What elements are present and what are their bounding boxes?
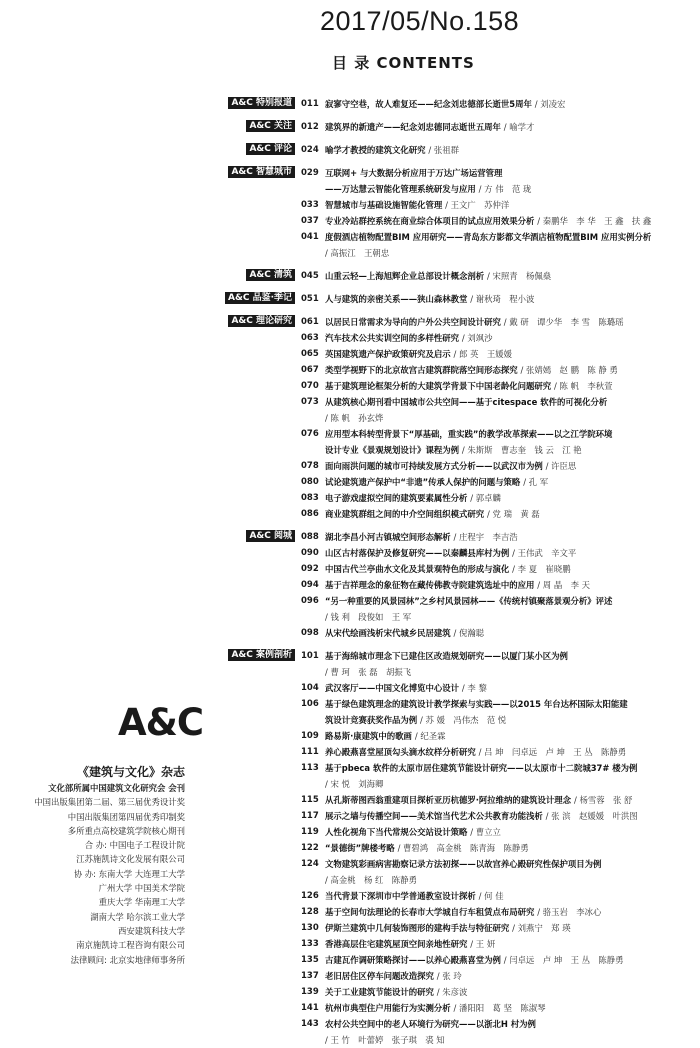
page-number: 137	[301, 971, 319, 981]
entry-authors: / 曹碧鸿 高金桃 陈青海 陈静勇	[397, 843, 529, 853]
entry-authors: / 闫卓远 卢 坤 王 丛 陈静勇	[503, 955, 624, 965]
entry-authors: / 张 玲	[436, 971, 462, 981]
entry-title	[325, 506, 683, 522]
entry-line: 应用型本科转型背景下“厚基础，重实践”的教学改革探索——以之江学院环境	[325, 429, 613, 439]
entry-line: 中国古代兰亭曲水文化及其景观特色的形成与演化 / 李 夏 崔晓鹏	[325, 564, 571, 574]
ac-logo: A&C	[118, 701, 204, 744]
toc-entry[interactable]	[0, 545, 700, 561]
toc-entry[interactable]	[0, 346, 700, 362]
entry-line	[325, 410, 683, 426]
page-number: 011	[301, 99, 319, 109]
toc-entry[interactable]	[0, 119, 700, 135]
entry-line	[325, 664, 683, 680]
page-number: 128	[301, 907, 319, 917]
entry-line: 商业建筑群组之间的中介空间组织模式研究 / 党 瑞 黄 磊	[325, 509, 540, 519]
entry-line: 基于空间句法理论的长春市大学城自行车租赁点布局研究 / 骆玉岩 李冰心	[325, 907, 602, 917]
toc-entry[interactable]	[0, 625, 700, 641]
entry-line: 面向雨洪问题的城市可持续发展方式分析——以武汉市为例 / 许臣思	[325, 461, 577, 471]
entry-authors: / 陈 帆 李秋萱	[554, 381, 613, 391]
section-gap	[0, 307, 700, 314]
toc-entry[interactable]	[0, 1000, 700, 1016]
entry-title	[325, 1016, 683, 1048]
toc-title: 目 录 CONTENTS	[332, 54, 475, 72]
entry-title	[325, 330, 683, 346]
entry-line: 香港高层住宅建筑屋顶空间亲地性研究 / 王 妍	[325, 939, 496, 949]
entry-title	[325, 346, 683, 362]
entry-line: 建筑界的新遗产——纪念刘忠德同志逝世五周年 / 喻学才	[325, 122, 535, 132]
entry-title	[325, 490, 683, 506]
section-tag: A&C 品鉴·季记	[225, 292, 295, 304]
entry-line: 人性化视角下当代常规公交站设计策略 / 曹立立	[325, 827, 501, 837]
section-gap	[0, 641, 700, 648]
toc-entry[interactable]	[0, 362, 700, 378]
toc-entry[interactable]	[0, 165, 700, 197]
toc-entry[interactable]	[0, 229, 700, 261]
page-number: 130	[301, 923, 319, 933]
entry-title	[325, 314, 683, 330]
page-number: 115	[301, 795, 319, 805]
entry-title	[325, 394, 683, 426]
entry-authors: / 倪瀚聪	[453, 628, 485, 638]
entry-authors: / 杨雪蓉 张 舒	[573, 795, 633, 805]
entry-title	[325, 760, 683, 792]
toc-entry[interactable]	[0, 426, 700, 458]
entry-title	[325, 197, 683, 213]
entry-authors: / 纪圣霖	[414, 731, 446, 741]
entry-line: 农村公共空间中的老人环境行为研究——以浙北H 村为例	[325, 1019, 536, 1029]
page-number: 033	[301, 200, 319, 210]
entry-authors: / 郭卓麟	[470, 493, 501, 503]
entry-authors: / 张祖群	[428, 145, 460, 155]
toc-entry[interactable]	[0, 648, 700, 680]
entry-line: 基于绿色建筑理念的建筑设计教学探索与实践——以2015 年台达杯国际太阳能建	[325, 699, 628, 709]
entry-authors: / 朱斯斯 曹志奎 钱 云 江 艳	[461, 445, 582, 455]
entry-title	[325, 268, 683, 284]
entry-line: 文物建筑彩画病害勘察记录方法初探——以故宫养心殿研究性保护项目为例	[325, 859, 602, 869]
entry-title	[325, 96, 683, 112]
entry-line: 喻学才教授的建筑文化研究 / 张祖群	[325, 145, 460, 155]
entry-line: 古建瓦作调研策略探讨——以养心殿燕喜堂为例 / 闫卓远 卢 坤 王 丛 陈静勇	[325, 955, 624, 965]
entry-line: 当代背景下深圳市中学普通教室设计探析 / 何 佳	[325, 891, 504, 901]
page-number: 073	[301, 397, 319, 407]
entry-title	[325, 936, 683, 952]
section-tag: A&C 关注	[246, 120, 295, 132]
section-tag: A&C 阅城	[246, 530, 295, 542]
entry-title	[325, 808, 683, 824]
toc-section	[0, 314, 700, 522]
entry-authors: / 高振江 王朝忠	[325, 248, 390, 258]
entry-authors: / 王伟武 辛文平	[512, 548, 577, 558]
entry-title	[325, 840, 683, 856]
entry-authors: / 宋照青 杨佩燊	[487, 271, 552, 281]
entry-title	[325, 378, 683, 394]
toc-section	[0, 165, 700, 261]
entry-title	[325, 744, 683, 760]
entry-title	[325, 824, 683, 840]
magazine-info-line: 协 办: 东南大学 大连理工大学	[73, 868, 185, 879]
page-number: 037	[301, 216, 319, 226]
entry-line: 山重云轻—上海旭辉企业总部设计概念剖析 / 宋照青 杨佩燊	[325, 271, 552, 281]
toc-section	[0, 268, 700, 284]
entry-authors: / 秦鹏华 李 华 王 鑫 扶 鑫	[537, 216, 652, 226]
entry-authors: / 刘飒沙	[461, 333, 493, 343]
entry-authors: / 刘凌宏	[534, 99, 566, 109]
page-number: 119	[301, 827, 319, 837]
entry-authors: / 王 妍	[470, 939, 496, 949]
entry-line	[325, 776, 683, 792]
magazine-info-line: 中国出版集团第四届优秀印制奖	[67, 811, 185, 822]
toc-entry[interactable]	[0, 291, 700, 307]
entry-line: 从孔斯蒂图西翁重建项目探析亚历杭德罗·阿拉维纳的建筑设计理念 / 杨雪蓉 张 舒	[325, 795, 633, 805]
entry-title	[325, 142, 683, 158]
entry-title	[325, 458, 683, 474]
magazine-info-line: 江苏施凯诗文化发展有限公司	[76, 854, 185, 865]
entry-authors: / 孔 军	[523, 477, 549, 487]
entry-title	[325, 648, 683, 680]
entry-line: 度假酒店植物配置BIM 应用研究——青岛东方影都文华酒店植物配置BIM 应用实例分析	[325, 232, 652, 242]
page-number: 139	[301, 987, 319, 997]
entry-title	[325, 680, 683, 696]
entry-line: 基于pbeca 软件的太原市居住建筑节能设计研究——以太原市十二院城37# 楼为例	[325, 763, 638, 773]
page-number: 088	[301, 532, 319, 542]
toc-entry[interactable]	[0, 984, 700, 1000]
entry-title	[325, 696, 683, 728]
entry-title	[325, 545, 683, 561]
entry-authors: / 潘阳阳 葛 坚 陈淑琴	[453, 1003, 546, 1013]
magazine-info-line: 中国出版集团第二届、第三届优秀设计奖	[34, 797, 185, 808]
toc-entry[interactable]	[0, 378, 700, 394]
entry-authors: / 宋 悦 刘海卿	[325, 779, 384, 789]
toc-entry[interactable]	[0, 1016, 700, 1048]
section-tag: A&C 智慧城市	[228, 166, 295, 178]
entry-title	[325, 968, 683, 984]
entry-title	[325, 792, 683, 808]
page-number: 051	[301, 294, 319, 304]
magazine-info-line: 法律顾问: 北京实地律师事务所	[70, 954, 185, 965]
entry-line: 寂寥守空巷，故人难复还——纪念刘忠德部长逝世5周年 / 刘凌宏	[325, 99, 566, 109]
entry-title	[325, 625, 683, 641]
entry-authors: / 郎 英 王媛媛	[453, 349, 512, 359]
magazine-info	[0, 763, 185, 967]
page-number: 111	[301, 747, 319, 757]
page-number: 086	[301, 509, 319, 519]
page-number: 083	[301, 493, 319, 503]
page-number: 124	[301, 859, 319, 869]
entry-line: 设计专业《景观规划设计》课程为例 / 朱斯斯 曹志奎 钱 云 江 艳	[325, 445, 582, 455]
entry-authors: / 周 晶 李 天	[537, 580, 590, 590]
entry-title	[325, 593, 683, 625]
entry-authors: / 何 佳	[478, 891, 504, 901]
section-gap	[0, 284, 700, 291]
page-number: 067	[301, 365, 319, 375]
section-tag: A&C 清筑	[246, 269, 295, 281]
entry-title	[325, 529, 683, 545]
entry-title	[325, 1000, 683, 1016]
entry-line: 路易斯·康建筑中的歌画 / 纪圣霖	[325, 731, 446, 741]
toc-entry[interactable]	[0, 529, 700, 545]
section-gap	[0, 158, 700, 165]
toc-entry[interactable]	[0, 330, 700, 346]
entry-line	[325, 245, 683, 261]
toc-section	[0, 119, 700, 135]
entry-title	[325, 474, 683, 490]
toc-entry[interactable]	[0, 490, 700, 506]
toc-entry[interactable]	[0, 506, 700, 522]
entry-authors: / 张 滨 赵媛媛 叶洪图	[545, 811, 638, 821]
entry-authors: / 骆玉岩 李冰心	[537, 907, 602, 917]
page-number: 109	[301, 731, 319, 741]
section-gap	[0, 261, 700, 268]
page-number: 061	[301, 317, 319, 327]
entry-line: 武汉客厅——中国文化博览中心设计 / 李 黎	[325, 683, 487, 693]
entry-line: 以居民日常需求为导向的户外公共空间设计研究 / 戴 研 谭少华 李 雪 陈璐瑶	[325, 317, 624, 327]
entry-title	[325, 362, 683, 378]
entry-title	[325, 984, 683, 1000]
entry-line	[325, 1032, 683, 1048]
entry-line: “另一种重要的风景园林”之乡村风景园林——《传统村镇聚落景观分析》评述	[325, 596, 613, 606]
entry-authors: / 李 黎	[461, 683, 487, 693]
magazine-info-line: 西安建筑科技大学	[118, 925, 185, 936]
page-number: 126	[301, 891, 319, 901]
entry-title	[325, 728, 683, 744]
entry-line: 湖北李昌小河古镇城空间形态解析 / 庄程宇 李吉浩	[325, 532, 518, 542]
entry-title	[325, 888, 683, 904]
entry-line: 山区古村落保护及修复研究——以秦麟县库村为例 / 王伟武 辛文平	[325, 548, 577, 558]
entry-authors: / 钱 利 段俊如 王 军	[325, 612, 412, 622]
entry-authors: / 高金桃 杨 红 陈静勇	[325, 875, 417, 885]
entry-title	[325, 119, 683, 135]
issue-number: 2017/05/No.158	[320, 6, 520, 36]
page-number: 098	[301, 628, 319, 638]
entry-authors: / 王 竹 叶蕾婷 张子琪 裘 知	[325, 1035, 445, 1045]
toc-section	[0, 142, 700, 158]
toc-entry[interactable]	[0, 561, 700, 577]
toc-entry[interactable]	[0, 96, 700, 112]
entry-title	[325, 229, 683, 261]
entry-line: 英国建筑遗产保护政策研究及启示 / 郎 英 王媛媛	[325, 349, 512, 359]
entry-line: 互联网+ 与大数据分析应用于万达广场运营管理	[325, 168, 503, 178]
toc-entry[interactable]	[0, 213, 700, 229]
entry-authors: / 曹 珂 张 磊 胡振飞	[325, 667, 412, 677]
toc-entry[interactable]	[0, 197, 700, 213]
page-number: 117	[301, 811, 319, 821]
toc-entry[interactable]	[0, 474, 700, 490]
section-gap	[0, 522, 700, 529]
entry-line: 人与建筑的亲密关系——狭山森林教堂 / 谢秋琦 程小波	[325, 294, 535, 304]
page-number: 076	[301, 429, 319, 439]
toc-entry[interactable]	[0, 268, 700, 284]
entry-authors: / 张婧嫣 赵 鹏 陈 静 勇	[520, 365, 618, 375]
toc-entry[interactable]	[0, 968, 700, 984]
toc-entry[interactable]	[0, 696, 700, 728]
page-number: 096	[301, 596, 319, 606]
entry-authors: / 党 瑞 黄 磊	[487, 509, 540, 519]
entry-line: 从宋代绘画浅析宋代城乡民居建筑 / 倪瀚聪	[325, 628, 485, 638]
page-number: 012	[301, 122, 319, 132]
toc-entry[interactable]	[0, 744, 700, 760]
entry-authors: / 戴 研 谭少华 李 雪 陈璐瑶	[503, 317, 624, 327]
entry-title	[325, 165, 683, 197]
page-number: 080	[301, 477, 319, 487]
entry-line: 类型学视野下的北京故宫古建筑群院落空间形态探究 / 张婧嫣 赵 鹏 陈 静 勇	[325, 365, 618, 375]
entry-line: 专业冷站群控系统在商业综合体项目的试点应用效果分析 / 秦鹏华 李 华 王 鑫 扶 鑫	[325, 216, 652, 226]
entry-authors: / 谢秋琦 程小波	[470, 294, 535, 304]
page-number: 101	[301, 651, 319, 661]
toc-entry[interactable]	[0, 142, 700, 158]
page-number: 094	[301, 580, 319, 590]
section-tag: A&C 理论研究	[228, 315, 295, 327]
page-number: 106	[301, 699, 319, 709]
entry-authors: / 吕 坤 闫卓远 卢 坤 王 丛 陈静勇	[478, 747, 627, 757]
page-number: 113	[301, 763, 319, 773]
magazine-info-line: 南京施凯诗工程咨询有限公司	[76, 940, 185, 951]
toc-entry[interactable]	[0, 593, 700, 625]
section-tag: A&C 特别报道	[228, 97, 295, 109]
page-number: 078	[301, 461, 319, 471]
page-number: 041	[301, 232, 319, 242]
entry-line: 从建筑核心期刊看中国城市公共空间——基于citespace 软件的可视化分析	[325, 397, 608, 407]
magazine-info-line: 重庆大学 华南理工大学	[98, 897, 185, 908]
entry-line: 伊斯兰建筑中几何装饰图形的建构手法与特征研究 / 刘燕宁 郑 瑛	[325, 923, 571, 933]
toc-section	[0, 529, 700, 641]
magazine-info-line: 文化部所属中国建筑文化研究会 会刊	[48, 783, 185, 793]
magazine-title: 《建筑与文化》杂志	[76, 765, 185, 779]
toc-entry[interactable]	[0, 680, 700, 696]
page-number: 090	[301, 548, 319, 558]
entry-line: 展示之墙与传播空间——美术馆当代艺术公共教育功能浅析 / 张 滨 赵媛媛 叶洪图	[325, 811, 638, 821]
toc-entry[interactable]	[0, 577, 700, 593]
page-number: 133	[301, 939, 319, 949]
entry-title	[325, 561, 683, 577]
entry-title	[325, 291, 683, 307]
section-tag: A&C 评论	[246, 143, 295, 155]
entry-line: 杭州市典型住户用能行为实测分析 / 潘阳阳 葛 坚 陈淑琴	[325, 1003, 546, 1013]
toc-entry[interactable]	[0, 458, 700, 474]
section-gap	[0, 135, 700, 142]
entry-line: ——万达慧云智能化管理系统研发与应用 / 方 伟 范 珑	[325, 184, 532, 194]
entry-authors: / 李 夏 崔晓鹏	[512, 564, 571, 574]
entry-line: 智慧城市与基础设施智能化管理 / 王文广 苏仲洋	[325, 200, 510, 210]
entry-authors: / 庄程宇 李吉浩	[453, 532, 518, 542]
entry-line: 养心殿燕喜堂屋顶勾头滴水纹样分析研究 / 吕 坤 闫卓远 卢 坤 王 丛 陈静勇	[325, 747, 627, 757]
page-number: 122	[301, 843, 319, 853]
entry-authors: / 曹立立	[470, 827, 501, 837]
entry-title	[325, 426, 683, 458]
entry-line: 电子游戏虚拟空间的建筑要素属性分析 / 郭卓麟	[325, 493, 501, 503]
entry-line: 试论建筑遗产保护中“非遗”传承人保护的问题与策略 / 孔 军	[325, 477, 549, 487]
page-number: 065	[301, 349, 319, 359]
magazine-info-line: 湖南大学 哈尔滨工业大学	[90, 911, 185, 922]
page-number: 104	[301, 683, 319, 693]
toc-section	[0, 291, 700, 307]
entry-authors: / 刘燕宁 郑 瑛	[512, 923, 571, 933]
entry-authors: / 陈 帆 孙玄烨	[325, 413, 384, 423]
entry-line: 基于建筑理论框架分析的大建筑学背景下中国老龄化问题研究 / 陈 帆 李秋萱	[325, 381, 613, 391]
toc-entry[interactable]	[0, 728, 700, 744]
toc-entry[interactable]	[0, 394, 700, 426]
entry-authors: / 苏 媛 冯伟杰 范 悦	[420, 715, 507, 725]
entry-authors: / 王文广 苏仲洋	[445, 200, 510, 210]
page-number: 135	[301, 955, 319, 965]
entry-line: 关于工业建筑节能设计的研究 / 朱彦波	[325, 987, 468, 997]
page-number: 141	[301, 1003, 319, 1013]
entry-authors: / 喻学才	[503, 122, 535, 132]
page-number: 070	[301, 381, 319, 391]
magazine-info-line: 多所重点高校建筑学院核心期刊	[67, 825, 185, 836]
entry-title	[325, 213, 683, 229]
magazine-info-line: 合 办: 中国电子工程设计院	[84, 840, 185, 851]
section-gap	[0, 112, 700, 119]
page-number: 024	[301, 145, 319, 155]
entry-line	[325, 872, 683, 888]
entry-authors: / 朱彦波	[436, 987, 468, 997]
page-number: 063	[301, 333, 319, 343]
entry-title	[325, 952, 683, 968]
entry-title	[325, 577, 683, 593]
entry-authors: / 方 伟 范 珑	[478, 184, 532, 194]
page-number: 045	[301, 271, 319, 281]
entry-authors: / 许臣思	[545, 461, 577, 471]
entry-line: 老旧居住区停车问题改造探究 / 张 玲	[325, 971, 462, 981]
toc-section	[0, 96, 700, 112]
entry-title	[325, 920, 683, 936]
entry-title	[325, 904, 683, 920]
entry-title	[325, 856, 683, 888]
entry-line: “景德街”牌楼考略 / 曹碧鸿 高金桃 陈青海 陈静勇	[325, 843, 529, 853]
entry-line	[325, 609, 683, 625]
magazine-info-line: 广州大学 中国美术学院	[98, 883, 185, 894]
entry-line: 基于海绵城市理念下已建住区改造规划研究——以厦门某小区为例	[325, 651, 568, 661]
page-number: 092	[301, 564, 319, 574]
entry-line: 筑设计竞赛获奖作品为例 / 苏 媛 冯伟杰 范 悦	[325, 715, 507, 725]
section-tag: A&C 案例剖析	[228, 649, 295, 661]
toc-entry[interactable]	[0, 314, 700, 330]
page-number: 029	[301, 168, 319, 178]
page-number: 143	[301, 1019, 319, 1029]
entry-line: 基于吉祥理念的象征物在藏传佛教寺院建筑选址中的应用 / 周 晶 李 天	[325, 580, 590, 590]
entry-line: 汽车技术公共实训空间的多样性研究 / 刘飒沙	[325, 333, 493, 343]
